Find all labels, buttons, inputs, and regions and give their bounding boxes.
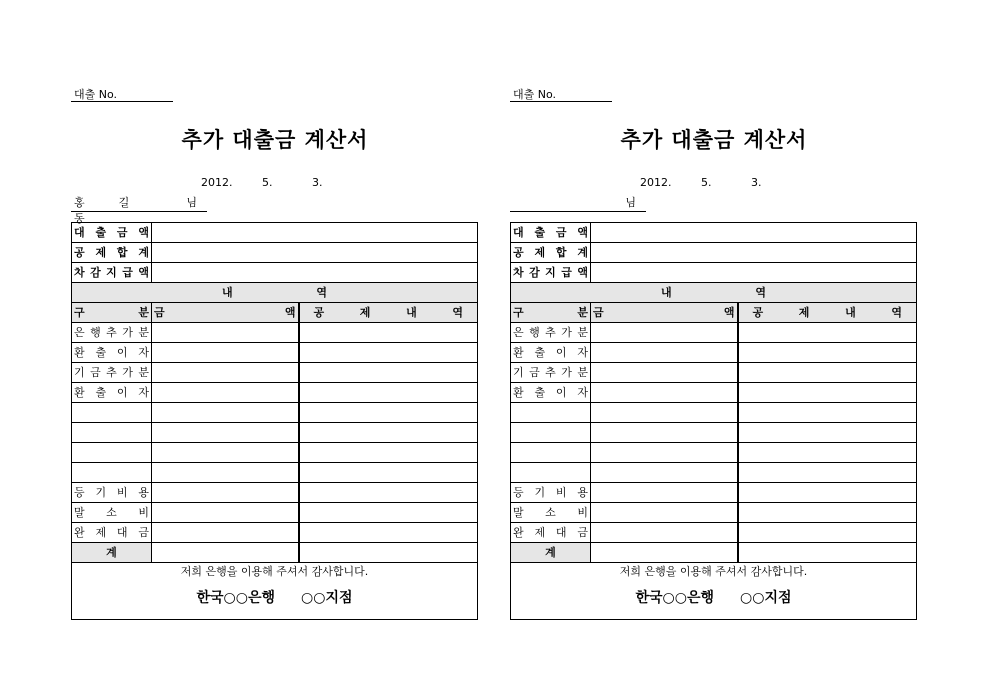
detail-deduction-cell[interactable] — [299, 423, 478, 443]
branch-name: ○○지점 — [740, 590, 792, 606]
total-label: 계 — [511, 543, 591, 563]
summary-row — [511, 263, 917, 283]
detail-category: 환 출 이 자 — [72, 343, 152, 363]
total-row — [511, 543, 917, 563]
detail-category — [511, 423, 591, 443]
detail-category: 말 소 비 — [72, 503, 152, 523]
detail-amount-cell[interactable] — [152, 383, 299, 403]
detail-deduction-cell[interactable] — [738, 403, 917, 423]
detail-row — [511, 403, 917, 423]
bank-name: 한국○○은행 — [196, 590, 276, 606]
loan-number-field[interactable] — [71, 87, 173, 102]
detail-row — [72, 483, 478, 503]
loan-statement-left — [71, 0, 479, 700]
detail-category: 말 소 비 — [511, 503, 591, 523]
detail-row — [72, 343, 478, 363]
summary-value-cell[interactable] — [152, 263, 478, 283]
detail-amount-cell[interactable] — [591, 463, 738, 483]
footer-row — [72, 563, 478, 620]
detail-deduction-cell[interactable] — [738, 463, 917, 483]
thanks-message: 저희 은행을 이용해 주셔서 감사합니다. — [180, 565, 369, 578]
detail-deduction-cell[interactable] — [299, 323, 478, 343]
col-header-amount: 금 액 — [591, 303, 738, 323]
detail-amount-cell[interactable] — [591, 403, 738, 423]
date-day: 3. — [312, 176, 323, 189]
detail-deduction-cell[interactable] — [738, 383, 917, 403]
detail-deduction-cell[interactable] — [738, 503, 917, 523]
col-header-deduction: 공 제 내 역 — [299, 303, 478, 323]
detail-category: 은 행 추 가 분 — [72, 323, 152, 343]
detail-deduction-cell[interactable] — [299, 483, 478, 503]
detail-header-row — [72, 283, 478, 303]
thanks-message: 저희 은행을 이용해 주셔서 감사합니다. — [619, 565, 808, 578]
detail-category: 등 기 비 용 — [72, 483, 152, 503]
loan-number-field[interactable] — [510, 87, 612, 102]
detail-row — [72, 523, 478, 543]
detail-row — [511, 423, 917, 443]
footer-cell — [511, 563, 917, 620]
total-amount-cell[interactable] — [591, 543, 738, 563]
summary-label: 공 제 합 계 — [72, 243, 152, 263]
detail-row — [72, 423, 478, 443]
summary-label: 차 감 지 급 액 — [72, 263, 152, 283]
customer-honorific: 님 — [186, 196, 197, 209]
footer-row — [511, 563, 917, 620]
date-year: 2012. — [640, 176, 672, 189]
statement-table — [71, 222, 478, 620]
date-day: 3. — [751, 176, 762, 189]
detail-row — [511, 323, 917, 343]
detail-category: 환 출 이 자 — [72, 383, 152, 403]
detail-row — [511, 523, 917, 543]
detail-deduction-cell[interactable] — [738, 523, 917, 543]
col-header-category: 구 분 — [72, 303, 152, 323]
detail-amount-cell[interactable] — [591, 383, 738, 403]
total-row — [72, 543, 478, 563]
branch-name: ○○지점 — [301, 590, 353, 606]
detail-category — [72, 423, 152, 443]
detail-amount-cell[interactable] — [152, 363, 299, 383]
summary-label: 공 제 합 계 — [511, 243, 591, 263]
document-title: 추가 대출금 계산서 — [620, 128, 808, 152]
detail-row — [72, 443, 478, 463]
detail-category: 환 출 이 자 — [511, 383, 591, 403]
detail-amount-cell[interactable] — [152, 483, 299, 503]
detail-header: 내 역 — [72, 283, 478, 303]
summary-row — [72, 223, 478, 243]
detail-row — [511, 463, 917, 483]
customer-name-field[interactable] — [71, 195, 207, 225]
detail-row — [72, 323, 478, 343]
detail-deduction-cell[interactable] — [299, 383, 478, 403]
date-month: 5. — [701, 176, 712, 189]
summary-value-cell[interactable] — [591, 243, 917, 263]
detail-category: 은 행 추 가 분 — [511, 323, 591, 343]
detail-amount-cell[interactable] — [152, 503, 299, 523]
loan-number-label: 대출 No. — [74, 88, 118, 101]
detail-category: 기 금 추 가 분 — [511, 363, 591, 383]
detail-deduction-cell[interactable] — [299, 443, 478, 463]
col-header-deduction: 공 제 내 역 — [738, 303, 917, 323]
detail-category — [511, 403, 591, 423]
detail-row — [511, 483, 917, 503]
summary-value-cell[interactable] — [152, 243, 478, 263]
detail-row — [511, 503, 917, 523]
col-header-category: 구 분 — [511, 303, 591, 323]
detail-amount-cell[interactable] — [152, 403, 299, 423]
document-title: 추가 대출금 계산서 — [181, 128, 369, 152]
total-amount-cell[interactable] — [152, 543, 299, 563]
detail-deduction-cell[interactable] — [299, 463, 478, 483]
detail-amount-cell[interactable] — [591, 343, 738, 363]
date-year: 2012. — [201, 176, 233, 189]
detail-row — [511, 343, 917, 363]
detail-amount-cell[interactable] — [591, 503, 738, 523]
summary-row — [511, 243, 917, 263]
summary-value-cell[interactable] — [591, 263, 917, 283]
detail-row — [72, 383, 478, 403]
summary-label: 대 출 금 액 — [72, 223, 152, 243]
summary-row — [72, 243, 478, 263]
detail-header-row — [511, 283, 917, 303]
detail-category: 완 제 대 금 — [72, 523, 152, 543]
bank-name: 한국○○은행 — [635, 590, 715, 606]
detail-amount-cell[interactable] — [152, 443, 299, 463]
detail-category: 기 금 추 가 분 — [72, 363, 152, 383]
summary-row — [72, 263, 478, 283]
detail-amount-cell[interactable] — [152, 323, 299, 343]
detail-deduction-cell[interactable] — [738, 343, 917, 363]
detail-deduction-cell[interactable] — [299, 343, 478, 363]
detail-row — [72, 403, 478, 423]
detail-deduction-cell[interactable] — [738, 423, 917, 443]
detail-deduction-cell[interactable] — [299, 503, 478, 523]
detail-amount-cell[interactable] — [591, 483, 738, 503]
detail-row — [72, 503, 478, 523]
statement-table — [510, 222, 917, 620]
detail-amount-cell[interactable] — [152, 523, 299, 543]
detail-row — [72, 363, 478, 383]
detail-amount-cell[interactable] — [152, 463, 299, 483]
detail-amount-cell[interactable] — [591, 423, 738, 443]
customer-name: 홍길동 — [74, 196, 164, 225]
detail-amount-cell[interactable] — [591, 363, 738, 383]
detail-deduction-cell[interactable] — [299, 363, 478, 383]
detail-category: 등 기 비 용 — [511, 483, 591, 503]
column-header-row — [511, 303, 917, 323]
loan-statement-right — [510, 0, 918, 700]
total-deduction-cell[interactable] — [299, 543, 478, 563]
detail-amount-cell[interactable] — [591, 523, 738, 543]
detail-amount-cell[interactable] — [591, 323, 738, 343]
detail-deduction-cell[interactable] — [738, 483, 917, 503]
detail-row — [72, 463, 478, 483]
total-label: 계 — [72, 543, 152, 563]
detail-row — [511, 443, 917, 463]
summary-value-cell[interactable] — [152, 223, 478, 243]
detail-category — [72, 463, 152, 483]
detail-deduction-cell[interactable] — [299, 523, 478, 543]
detail-header: 내 역 — [511, 283, 917, 303]
detail-category — [511, 443, 591, 463]
loan-number-label: 대출 No. — [513, 88, 557, 101]
detail-amount-cell[interactable] — [152, 343, 299, 363]
detail-deduction-cell[interactable] — [738, 363, 917, 383]
detail-row — [511, 383, 917, 403]
summary-value-cell[interactable] — [591, 223, 917, 243]
detail-amount-cell[interactable] — [591, 443, 738, 463]
column-header-row — [72, 303, 478, 323]
footer-cell — [72, 563, 478, 620]
detail-amount-cell[interactable] — [152, 423, 299, 443]
date-month: 5. — [262, 176, 273, 189]
detail-row — [511, 363, 917, 383]
customer-name-field[interactable] — [510, 195, 646, 212]
detail-category: 환 출 이 자 — [511, 343, 591, 363]
total-deduction-cell[interactable] — [738, 543, 917, 563]
summary-row — [511, 223, 917, 243]
customer-honorific: 님 — [625, 196, 636, 209]
detail-category: 완 제 대 금 — [511, 523, 591, 543]
col-header-amount: 금 액 — [152, 303, 299, 323]
detail-category — [511, 463, 591, 483]
summary-label: 차 감 지 급 액 — [511, 263, 591, 283]
detail-category — [72, 403, 152, 423]
detail-deduction-cell[interactable] — [738, 443, 917, 463]
detail-deduction-cell[interactable] — [299, 403, 478, 423]
detail-category — [72, 443, 152, 463]
detail-deduction-cell[interactable] — [738, 323, 917, 343]
summary-label: 대 출 금 액 — [511, 223, 591, 243]
